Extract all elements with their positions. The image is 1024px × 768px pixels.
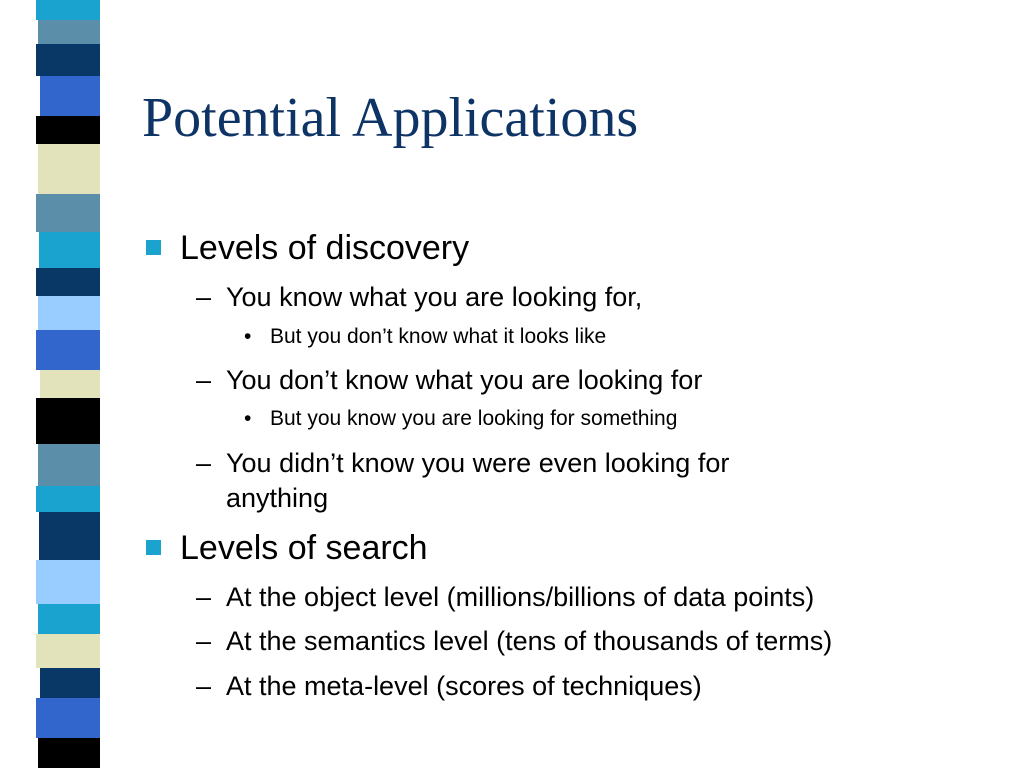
dash-marker: – bbox=[196, 626, 212, 656]
dash-marker: – bbox=[196, 282, 212, 312]
list-item: At the meta-level (scores of techniques) bbox=[226, 671, 702, 701]
stripe-pattern bbox=[36, 0, 100, 768]
list-item: You didn’t know you were even looking for bbox=[226, 448, 730, 478]
square-bullet-icon bbox=[146, 540, 161, 555]
list-subitem: But you know you are looking for something bbox=[270, 407, 678, 430]
dash-marker: – bbox=[196, 365, 212, 395]
dash-marker: – bbox=[196, 448, 212, 478]
slide-title: Potential Applications bbox=[142, 87, 639, 149]
dash-marker: – bbox=[196, 671, 212, 701]
dot-marker: • bbox=[244, 407, 252, 430]
dash-marker: – bbox=[196, 582, 212, 612]
list-subitem: But you don’t know what it looks like bbox=[270, 325, 607, 348]
list-item: At the semantics level (tens of thousands of terms) bbox=[226, 626, 833, 656]
list-item-continuation: anything bbox=[226, 483, 329, 513]
square-bullet-icon bbox=[146, 240, 161, 255]
section-heading: Levels of discovery bbox=[180, 229, 470, 267]
decorative-stripe-bar bbox=[36, 0, 100, 768]
list-item: You don’t know what you are looking for bbox=[226, 365, 703, 395]
list-item: You know what you are looking for, bbox=[226, 282, 643, 312]
section-heading: Levels of search bbox=[180, 529, 428, 567]
list-item: At the object level (millions/billions of data points) bbox=[226, 582, 815, 612]
dot-marker: • bbox=[244, 325, 252, 348]
